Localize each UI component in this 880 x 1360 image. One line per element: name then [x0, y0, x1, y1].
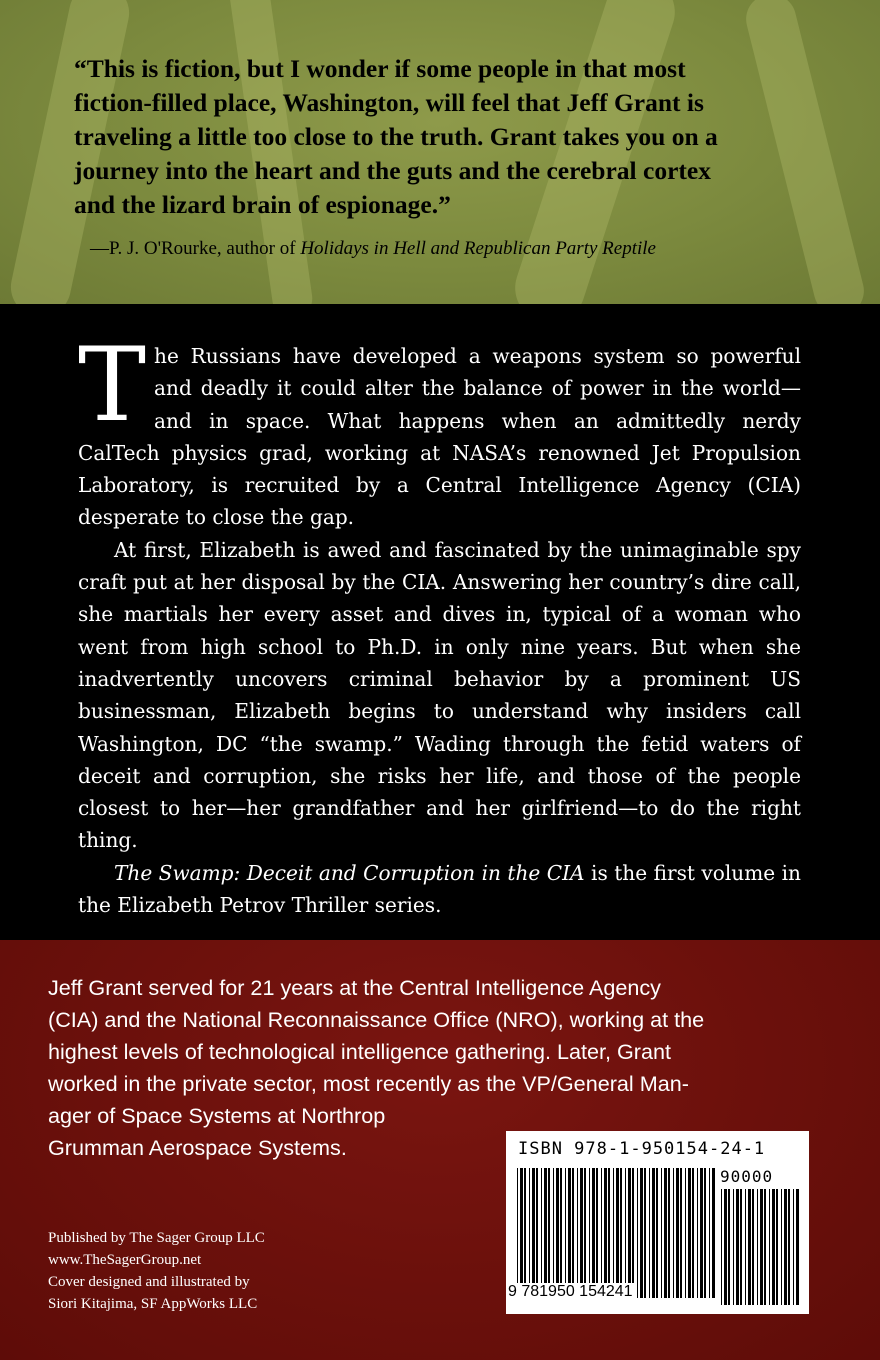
- synopsis-paragraph-1: [78, 326, 801, 534]
- bio-line: ager of Space Systems at Northrop: [48, 1103, 386, 1128]
- price-code: 90000: [720, 1167, 774, 1186]
- synopsis-paragraph-3: [78, 857, 801, 922]
- ean-digits: 9 781950 154241: [508, 1283, 633, 1300]
- quote-line: journey into the heart and the guts and the cerebral cortex: [74, 156, 711, 185]
- synopsis-text: is the first volume in the Elizabeth Petrov Thriller series.: [78, 860, 801, 918]
- quote-section: [0, 0, 880, 304]
- quote-line: fiction-filled place, Washington, will feel that Jeff Grant is: [74, 88, 704, 117]
- book-title: The Swamp: Deceit and Corruption in the CIA: [114, 860, 585, 885]
- publisher-line: Cover designed and illustrated by: [48, 1274, 250, 1290]
- isbn-barcode: [506, 1131, 809, 1314]
- drop-cap-letter: T: [78, 326, 147, 445]
- publisher-line: Siori Kitajima, SF AppWorks LLC: [48, 1296, 258, 1312]
- quote-attribution: [90, 235, 850, 263]
- attribution-author: —P. J. O'Rourke, author of: [90, 238, 301, 259]
- ean-barcode-bars: [516, 1168, 716, 1298]
- book-synopsis: [78, 326, 801, 921]
- bio-line: highest levels of technological intelligence gathering. Later, Grant: [48, 1039, 672, 1064]
- quote-line: “This is fiction, but I wonder if some people in that most: [74, 54, 686, 83]
- bio-line: (CIA) and the National Reconnaissance Office (NRO), working at the: [48, 1007, 705, 1032]
- publisher-credits: [48, 1227, 428, 1315]
- synopsis-text: he Russians have developed a weapons system so powerful and deadly it could alter the balance of power in the world—and in space. What happens when an admittedly nerdy CalTech physics grad, working at NASA’s renowned Jet Propulsion Laboratory, is recruited by a Central Intelligence Agency (CIA) desperate to close the gap.: [78, 344, 801, 530]
- quote-line: and the lizard brain of espionage.”: [74, 190, 451, 219]
- synopsis-section: [0, 304, 880, 940]
- bio-line: Grumman Aerospace Systems.: [48, 1135, 347, 1160]
- bio-line: Jeff Grant served for 21 years at the Central Intelligence Agency: [48, 975, 661, 1000]
- bio-line: worked in the private sector, most recently as the VP/General Man-: [48, 1071, 689, 1096]
- publisher-line: Published by The Sager Group LLC: [48, 1230, 265, 1246]
- addon-barcode-bars: [720, 1189, 800, 1305]
- quote-line: traveling a little too close to the truth. Grant takes you on a: [74, 122, 718, 151]
- isbn-label: ISBN 978-1-950154-24-1: [518, 1139, 766, 1159]
- publisher-website: www.TheSagerGroup.net: [48, 1252, 202, 1268]
- synopsis-paragraph-2: At first, Elizabeth is awed and fascinated by the unimaginable spy craft put at her disposal by the CIA. Answering her country’s dire call, she martials her every asset and dives in, typical of a woman who went from high school to Ph.D. in only nine years. But when she inadvertently uncovers criminal behavior by a prominent US businessman, Elizabeth begins to understand why insiders call Washington, DC “the swamp.” Wading through the fetid waters of deceit and corruption, she risks her life, and those of the people closest to her—her grandfather and her girlfriend—to do the right thing.: [78, 537, 801, 853]
- endorsement-quote: [74, 52, 814, 222]
- attribution-books: Holidays in Hell and Republican Party Reptile: [300, 238, 656, 259]
